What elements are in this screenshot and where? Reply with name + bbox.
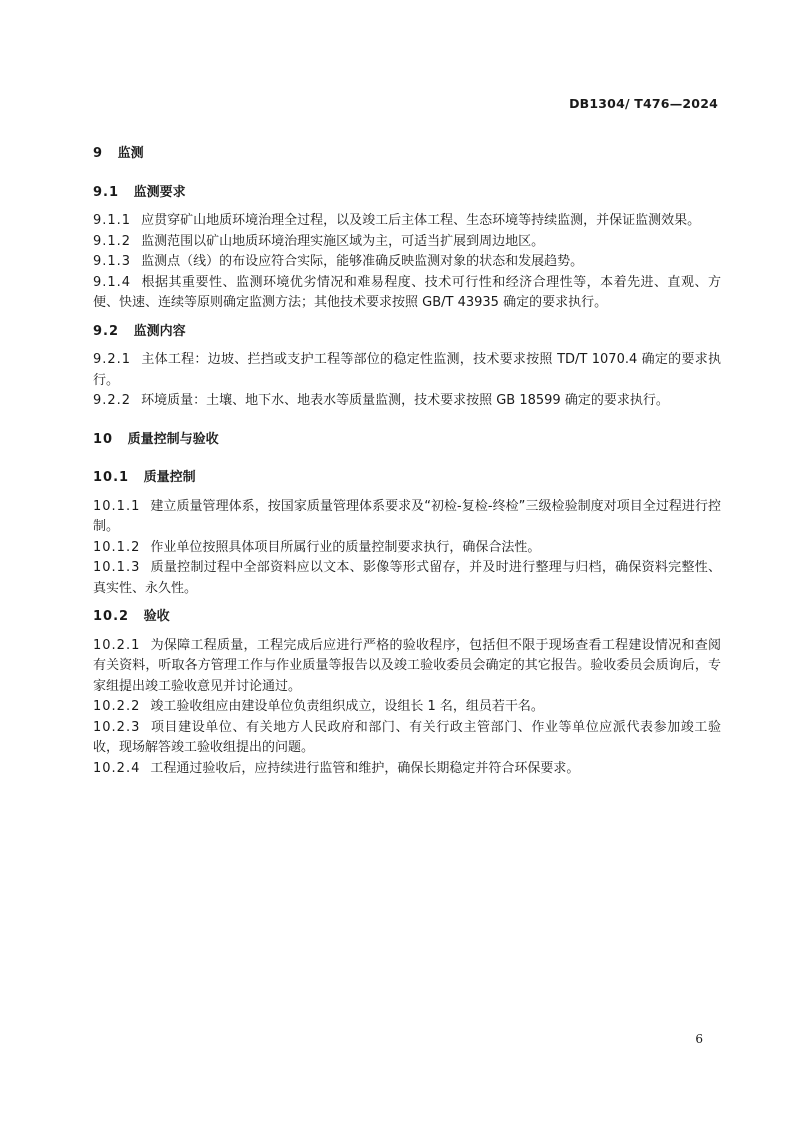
clause <box>93 718 721 759</box>
clause <box>93 252 721 273</box>
clause <box>93 558 721 599</box>
clause <box>93 759 721 780</box>
clause-number: 9.1.4 <box>93 274 132 290</box>
clause-text: 监测范围以矿山地质环境治理实施区域为主，可适当扩展到周边地区。 <box>141 233 545 249</box>
clause-number: 10.2.1 <box>93 637 141 653</box>
document-body <box>93 136 721 779</box>
clause-number: 9.1.2 <box>93 233 132 249</box>
clause-number: 10.2.2 <box>93 699 141 714</box>
clause <box>93 211 721 232</box>
clause-number: 9.1.3 <box>93 254 132 269</box>
clause-text: 监测点（线）的布设应符合实际，能够准确反映监测对象的状态和发展趋势。 <box>141 254 584 269</box>
clause <box>93 273 721 314</box>
section-title: 监测 <box>117 146 144 161</box>
section-number: 9 <box>93 146 104 161</box>
section-number: 10 <box>93 431 114 447</box>
clause <box>93 497 721 538</box>
clause <box>93 391 721 412</box>
page-number: 6 <box>695 1032 703 1046</box>
section-spacer <box>93 412 721 422</box>
clause-number: 9.1.1 <box>93 213 132 228</box>
subsection-title: 监测内容 <box>133 323 186 339</box>
subsection-title: 质量控制 <box>143 470 196 485</box>
subsection-heading <box>93 607 721 628</box>
clause-text: 根据其重要性、监测环境优劣情况和难易程度、技术可行性和经济合理性等，本着先进、直观、方便、快速、连续等原则确定监测方法；其他技术要求按照 GB/T 43935 确定的要求执行。 <box>93 274 721 310</box>
subsection-title: 监测要求 <box>133 184 186 200</box>
clause-number: 10.1.3 <box>93 560 141 575</box>
section-heading <box>93 430 721 451</box>
clause-number: 9.2.1 <box>93 352 132 367</box>
subsection-number: 9.1 <box>93 184 120 200</box>
clause-text: 建立质量管理体系，按国家质量管理体系要求及“初检-复检-终检”三级检验制度对项目全过程进行控制。 <box>93 498 721 534</box>
section-heading <box>93 144 721 165</box>
clause-number: 10.2.4 <box>93 760 141 776</box>
clause <box>93 697 721 718</box>
clause-number: 9.2.2 <box>93 393 132 408</box>
clause-number: 10.1.1 <box>93 498 141 514</box>
clause-text: 为保障工程质量，工程完成后应进行严格的验收程序，包括但不限于现场查看工程建设情况和查阅有关资料，听取各方管理工作与作业质量等报告以及竣工验收委员会确定的其它报告。验收委员会质询后，专家组提出竣工验收意见并讨论通过。 <box>93 637 721 694</box>
section-title: 质量控制与验收 <box>127 431 219 447</box>
clause <box>93 350 721 391</box>
subsection-heading <box>93 468 721 489</box>
subsection-number: 9.2 <box>93 323 120 339</box>
clause <box>93 232 721 253</box>
clause-number: 10.2.3 <box>93 719 141 735</box>
clause-text: 主体工程：边坡、拦挡或支护工程等部位的稳定性监测，技术要求按照 TD/T 1070.4 确定的要求执行。 <box>93 352 721 388</box>
subsection-title: 验收 <box>143 609 170 624</box>
clause-text: 应贯穿矿山地质环境治理全过程，以及竣工后主体工程、生态环境等持续监测，并保证监测效果。 <box>141 213 701 228</box>
document-code: DB1304/ T476—2024 <box>569 96 718 111</box>
subsection-number: 10.1 <box>93 470 130 485</box>
clause <box>93 538 721 559</box>
clause <box>93 636 721 698</box>
clause-text: 作业单位按照具体项目所属行业的质量控制要求执行，确保合法性。 <box>150 539 541 555</box>
clause-text: 竣工验收组应由建设单位负责组织成立，设组长 1 名，组员若干名。 <box>150 699 544 714</box>
clause-text: 质量控制过程中全部资料应以文本、影像等形式留存，并及时进行整理与归档，确保资料完整性、真实性、永久性。 <box>93 560 721 596</box>
clause-text: 工程通过验收后，应持续进行监管和维护，确保长期稳定并符合环保要求。 <box>150 760 580 776</box>
clause-text: 项目建设单位、有关地方人民政府和部门、有关行政主管部门、作业等单位应派代表参加竣工验收，现场解答竣工验收组提出的问题。 <box>93 719 721 755</box>
subsection-heading <box>93 322 721 343</box>
subsection-number: 10.2 <box>93 609 130 624</box>
clause-text: 环境质量：土壤、地下水、地表水等质量监测，技术要求按照 GB 18599 确定的要求执行。 <box>141 393 669 408</box>
subsection-heading <box>93 183 721 204</box>
clause-number: 10.1.2 <box>93 539 141 555</box>
